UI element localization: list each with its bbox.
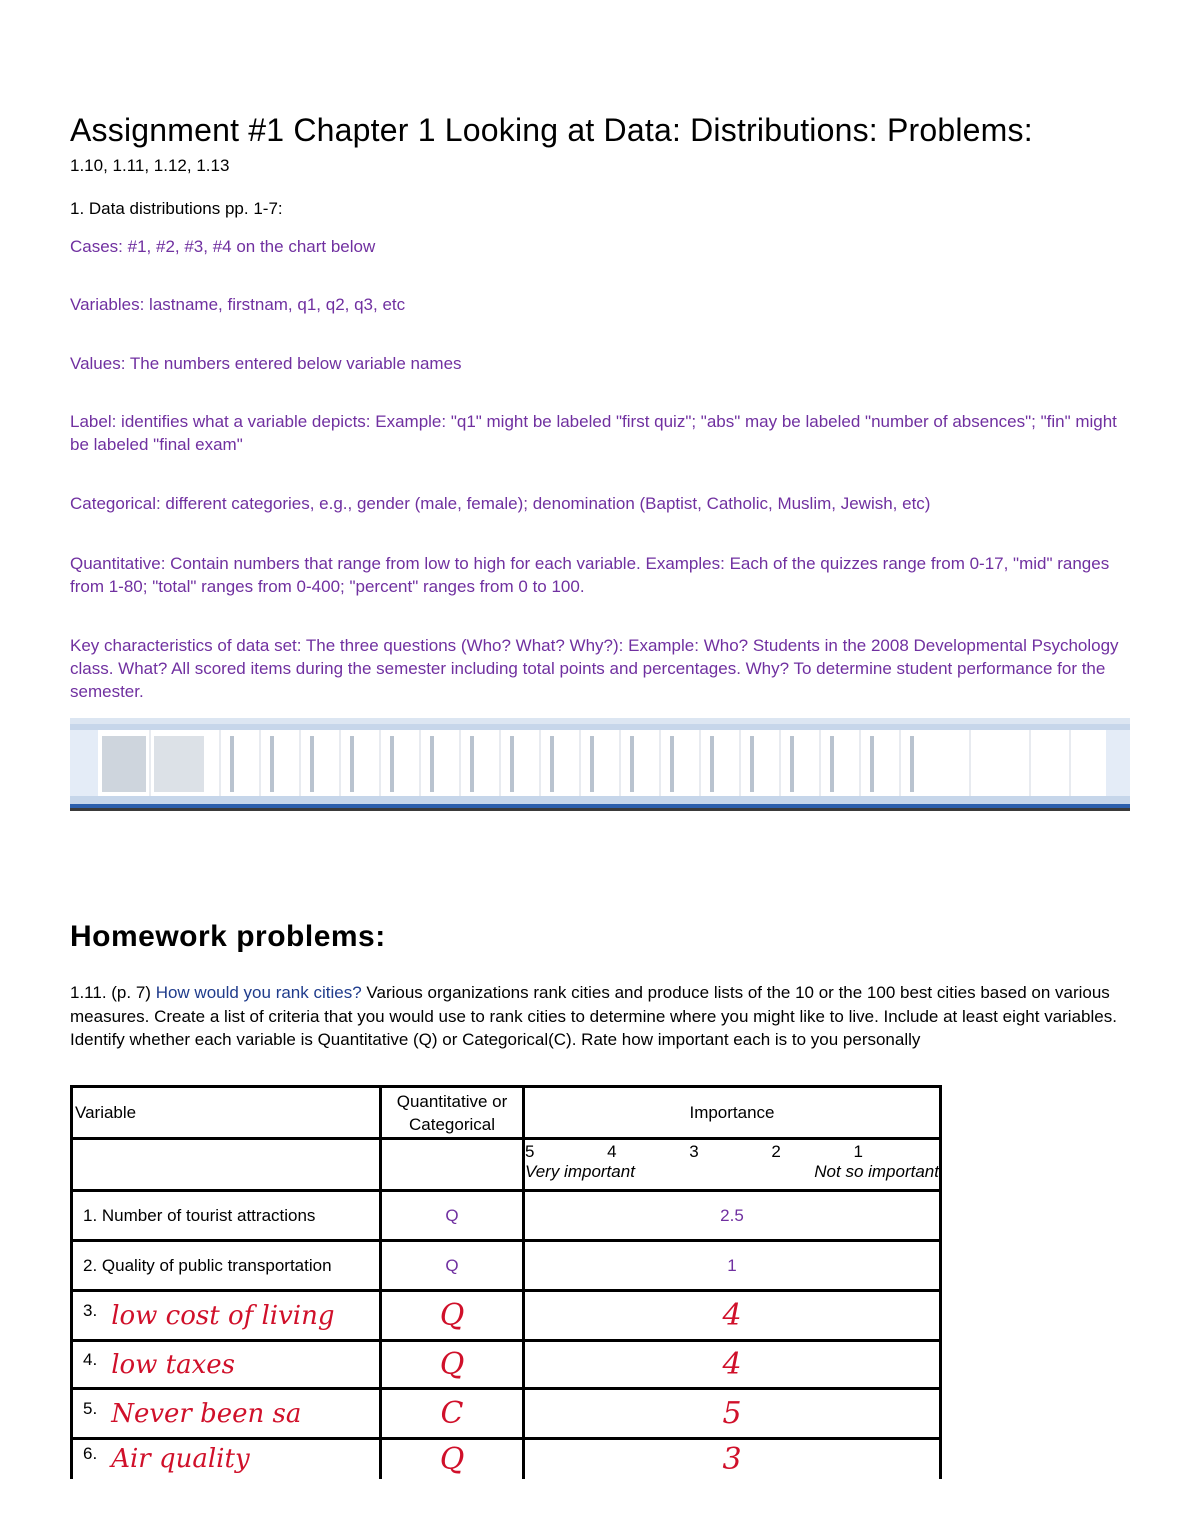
cases-definition: Cases: #1, #2, #3, #4 on the chart below (70, 237, 376, 256)
categorical-definition: Categorical: different categories, e.g., gender (male, female); denomination (Baptist, Catholic, Muslim, Jewish, etc) (70, 494, 931, 513)
scale-blank (381, 1139, 524, 1191)
page-title: Assignment #1 Chapter 1 Looking at Data: Distributions: Problems: (70, 112, 1033, 148)
table-row (72, 1241, 941, 1291)
table-header-row (72, 1087, 941, 1139)
type-cell: Q (381, 1291, 524, 1341)
key-characteristics-definition: Key characteristics of data set: The three questions (Who? What? Why?): Example: Who? Students in the 2008 Developmental Psychology class. What? All scored items during the semester including total points and percentages. Why? To determine student performance for the semester. (70, 636, 1119, 701)
variable-cell: $^{3.}$ low cost of living (72, 1291, 381, 1341)
scale-5: 5 (525, 1142, 535, 1161)
header-importance: Importance (524, 1087, 941, 1139)
section-heading: 1. Data distributions pp. 1-7: (70, 199, 283, 218)
variable-cell: $^{6.}$ Air quality (72, 1439, 381, 1479)
homework-heading: Homework problems: (70, 920, 386, 953)
scale-blank (72, 1139, 381, 1191)
problem-statement (70, 981, 1130, 1052)
table-row (72, 1389, 941, 1439)
scale-1: 1 (853, 1142, 863, 1161)
problem-number: 1.11. (p. 7) (70, 983, 151, 1002)
label-definition: Label: identifies what a variable depicts: Example: "q1" might be labeled "first quiz"; "abs" may be labeled "number of absences"; "fin" might be labeled "final exam" (70, 412, 1117, 454)
table-row (72, 1341, 941, 1389)
handwritten-variable: Never been sa (111, 1398, 302, 1429)
handwritten-variable: Air quality (111, 1444, 250, 1475)
header-variable: Variable (72, 1087, 381, 1139)
table-row (72, 1191, 941, 1241)
scale-3: 3 (689, 1142, 699, 1161)
problem-list: 1.10, 1.11, 1.12, 1.13 (70, 156, 230, 175)
importance-cell: 3 (524, 1439, 941, 1479)
variable-cell: $^{4.}$ low taxes (72, 1341, 381, 1389)
table-row (72, 1291, 941, 1341)
problem-text: Various organizations rank cities and produce lists of the 10 or the 100 best cities based on various measures. Create a list of criteria that you would use to rank cities to determine where you might like to live. Include at least eight variables. Identify whether each variable is Quantitative (Q) or Categorical(C). Rate how important each is to you personally (70, 983, 1117, 1049)
city-criteria-table (70, 1085, 942, 1479)
type-cell: Q (381, 1191, 524, 1241)
type-cell: Q (381, 1241, 524, 1291)
scale-high-label: Very important (525, 1162, 635, 1181)
header-type: Quantitative or Categorical (381, 1087, 524, 1139)
variable-cell: 2. Quality of public transportation (72, 1241, 381, 1291)
spreadsheet-grid-image (70, 724, 1130, 808)
scale-low-label: Not so important (814, 1162, 939, 1181)
importance-scale (524, 1139, 941, 1191)
variable-cell: 1. Number of tourist attractions (72, 1191, 381, 1241)
importance-cell: 4 (524, 1341, 941, 1389)
type-cell: Q (381, 1341, 524, 1389)
values-definition: Values: The numbers entered below variable names (70, 354, 462, 373)
scale-2: 2 (771, 1142, 781, 1161)
scale-4: 4 (607, 1142, 617, 1161)
handwritten-variable: low taxes (111, 1349, 236, 1380)
importance-cell: 4 (524, 1291, 941, 1341)
handwritten-variable: low cost of living (111, 1300, 335, 1331)
importance-cell: 1 (524, 1241, 941, 1291)
scale-row (72, 1139, 941, 1191)
importance-cell: 2.5 (524, 1191, 941, 1241)
table-row (72, 1439, 941, 1479)
importance-cell: 5 (524, 1389, 941, 1439)
type-cell: Q (381, 1439, 524, 1479)
quantitative-definition: Quantitative: Contain numbers that range from low to high for each variable. Examples: Each of the quizzes range from 0-17, "mid" ranges from 1-80; "total" ranges from 0-400; "percent" ranges from 0 to 100. (70, 554, 1110, 596)
spreadsheet-screenshot (70, 718, 1130, 811)
variable-cell: $^{5.}$ Never been sa (72, 1389, 381, 1439)
variables-definition: Variables: lastname, firstnam, q1, q2, q3, etc (70, 295, 406, 314)
type-cell: C (381, 1389, 524, 1439)
problem-link[interactable]: How would you rank cities? (155, 983, 362, 1002)
